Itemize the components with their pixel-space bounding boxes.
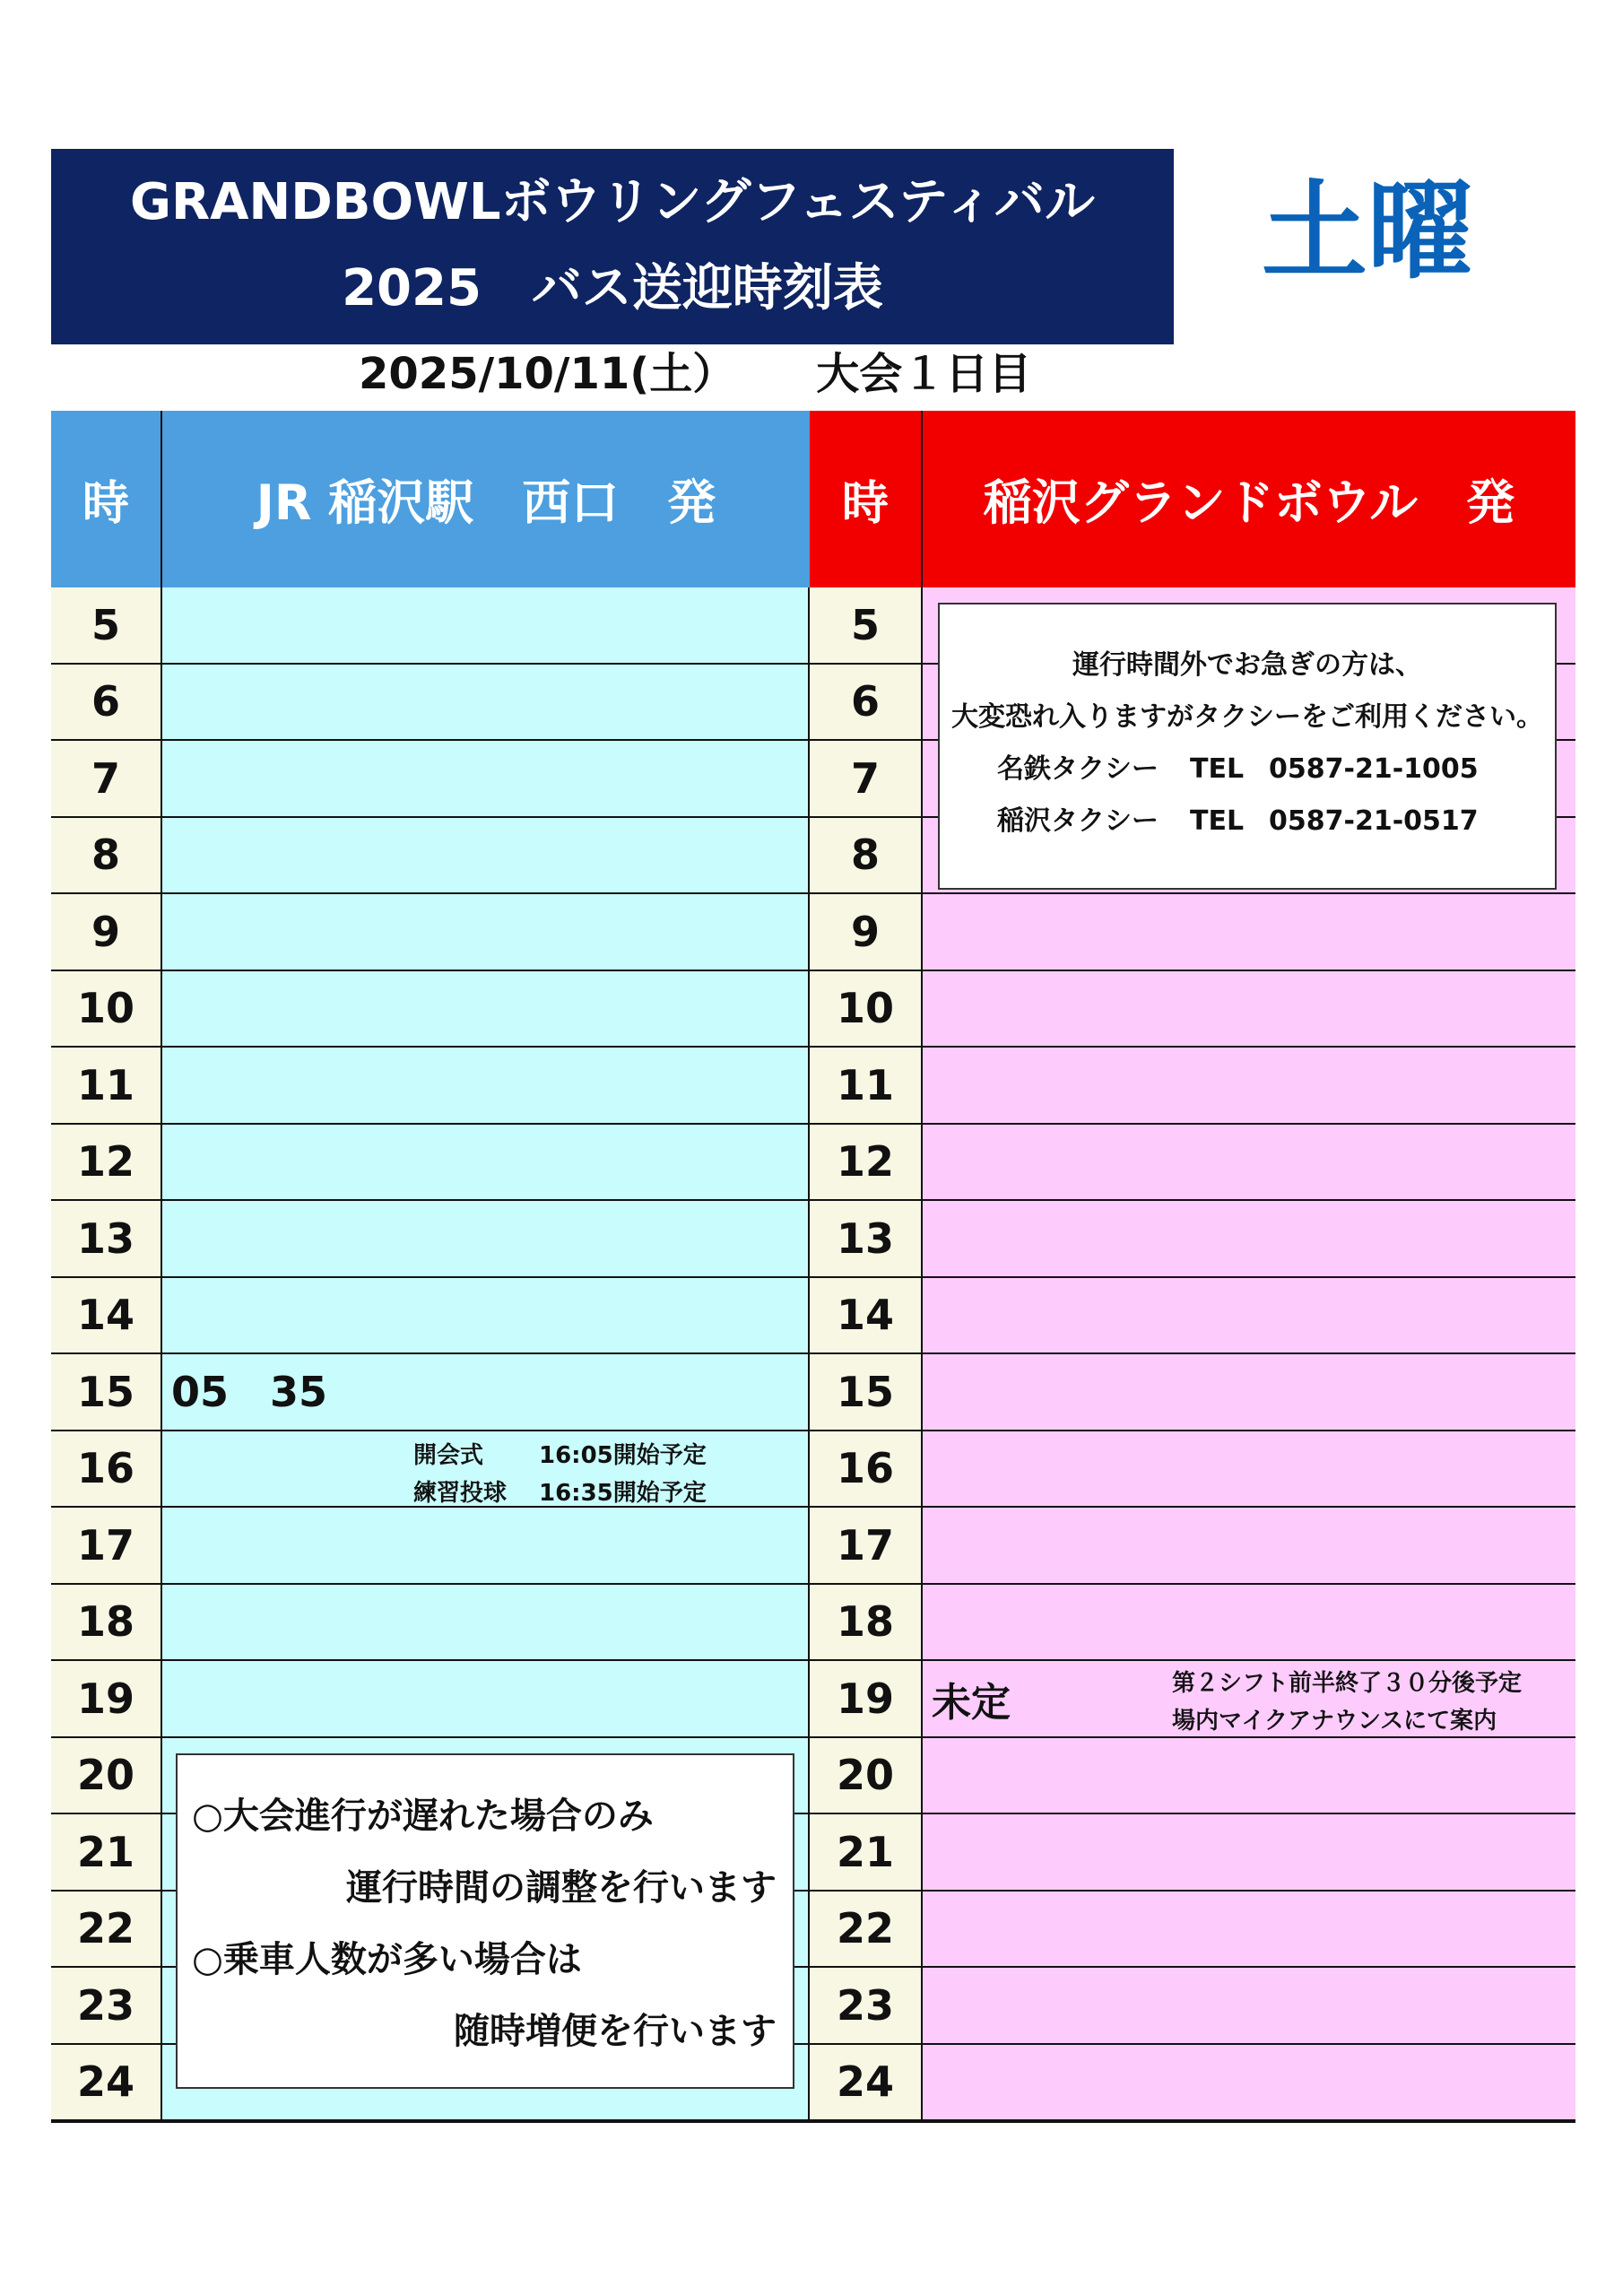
right-schedule-cell [923, 1278, 1575, 1355]
left-hour-cell: 24 [51, 2045, 162, 2122]
right-hour-cell: 19 [810, 1661, 923, 1738]
right-schedule-cell [923, 1814, 1575, 1892]
departure-times [171, 1354, 327, 1430]
right-hour-cell: 8 [810, 818, 923, 895]
right-schedule-cell [923, 1201, 1575, 1278]
left-schedule-cell [162, 818, 810, 895]
taxi-company-row [997, 798, 1479, 838]
right-schedule-cell [923, 1892, 1575, 1969]
right-hour-header: 時 [810, 411, 923, 587]
event-schedule-note [413, 1437, 707, 1512]
taxi-notice-line-2: 大変恐れ入りますがタクシーをご利用ください。 [951, 701, 1543, 733]
right-hour-cell: 20 [810, 1738, 923, 1815]
left-hour-cell: 19 [51, 1661, 162, 1738]
service-notice-line-2: 運行時間の調整を行います [346, 1867, 777, 1909]
event-name: 練習投球 [413, 1479, 508, 1507]
shift-note-line: 場内マイクアナウンスにて案内 [1172, 1708, 1497, 1735]
left-hour-cell: 8 [51, 818, 162, 895]
right-hour-cell: 9 [810, 894, 923, 971]
right-schedule-cell [923, 1508, 1575, 1585]
left-hour-header: 時 [51, 411, 162, 587]
left-hour-cell: 10 [51, 971, 162, 1048]
taxi-tel-label: TEL [1190, 753, 1245, 785]
right-hour-cell: 10 [810, 971, 923, 1048]
date-text: 2025/10/11(土） [359, 349, 736, 399]
left-hour-cell: 12 [51, 1125, 162, 1202]
service-notice-line-3: ○乗車人数が多い場合は [192, 1939, 582, 1980]
taxi-tel-number: 0587-21-1005 [1269, 753, 1479, 785]
right-schedule-cell [923, 2045, 1575, 2122]
taxi-tel-label: TEL [1190, 805, 1245, 837]
right-hour-cell: 15 [810, 1354, 923, 1431]
shift-note [1172, 1665, 1522, 1740]
right-schedule-cell [923, 1431, 1575, 1509]
left-schedule-cell [162, 971, 810, 1048]
left-hour-cell: 9 [51, 894, 162, 971]
event-time: 16:35開始予定 [539, 1479, 707, 1507]
right-hour-cell: 12 [810, 1125, 923, 1202]
right-hour-cell: 22 [810, 1892, 923, 1969]
right-hour-cell: 11 [810, 1048, 923, 1125]
left-schedule-cell [162, 1048, 810, 1125]
right-station-header: 稲沢グランドボウル 発 [923, 411, 1575, 587]
right-hour-cell: 5 [810, 587, 923, 665]
day-of-week-badge: 土曜 [1261, 170, 1473, 293]
left-hour-cell: 17 [51, 1508, 162, 1585]
service-notice-box [176, 1753, 794, 2089]
left-hour-cell: 15 [51, 1354, 162, 1431]
left-hour-cell: 22 [51, 1892, 162, 1969]
right-schedule-cell [923, 1354, 1575, 1431]
left-schedule-cell [162, 1201, 810, 1278]
right-schedule-cell [923, 1048, 1575, 1125]
right-schedule-cell [923, 1661, 1575, 1738]
event-note-row [413, 1474, 707, 1512]
left-schedule-cell [162, 894, 810, 971]
right-hour-cell: 24 [810, 2045, 923, 2122]
left-hour-cell: 18 [51, 1585, 162, 1662]
left-schedule-cell [162, 665, 810, 742]
title-banner [51, 149, 1174, 344]
left-schedule-cell [162, 1508, 810, 1585]
left-hour-cell: 21 [51, 1814, 162, 1892]
taxi-company-row [997, 746, 1479, 786]
departure-minute: 05 [171, 1367, 230, 1416]
right-schedule-cell [923, 1125, 1575, 1202]
left-station-header: JR 稲沢駅 西口 発 [162, 411, 810, 587]
left-hour-cell: 6 [51, 665, 162, 742]
taxi-tel-number: 0587-21-0517 [1269, 805, 1479, 837]
event-note-row [413, 1437, 707, 1474]
right-hour-cell: 23 [810, 1968, 923, 2045]
undecided-status: 未定 [932, 1679, 1011, 1726]
service-notice-line-4: 随時増便を行います [454, 2011, 777, 2052]
right-schedule-cell [923, 1968, 1575, 2045]
right-hour-cell: 16 [810, 1431, 923, 1509]
taxi-company-name: 稲沢タクシー [997, 805, 1159, 837]
taxi-notice-line-1: 運行時間外でお急ぎの方は、 [1072, 649, 1422, 681]
left-schedule-cell [162, 741, 810, 818]
right-hour-cell: 21 [810, 1814, 923, 1892]
left-schedule-cell [162, 1661, 810, 1738]
left-hour-cell: 13 [51, 1201, 162, 1278]
right-hour-cell: 7 [810, 741, 923, 818]
taxi-company-name: 名鉄タクシー [997, 753, 1159, 785]
event-name: 開会式 [413, 1441, 484, 1469]
left-hour-cell: 11 [51, 1048, 162, 1125]
left-schedule-cell [162, 1585, 810, 1662]
left-hour-cell: 14 [51, 1278, 162, 1355]
right-hour-cell: 18 [810, 1585, 923, 1662]
left-hour-cell: 5 [51, 587, 162, 665]
left-hour-cell: 16 [51, 1431, 162, 1509]
departure-minute: 35 [270, 1367, 328, 1416]
left-hour-cell: 20 [51, 1738, 162, 1815]
left-schedule-cell [162, 587, 810, 665]
right-hour-cell: 13 [810, 1201, 923, 1278]
left-schedule-cell [162, 1354, 810, 1431]
left-schedule-cell [162, 1431, 810, 1509]
event-time: 16:05開始予定 [539, 1441, 707, 1469]
left-hour-cell: 23 [51, 1968, 162, 2045]
right-hour-cell: 14 [810, 1278, 923, 1355]
day-label: 大会１日目 [816, 349, 1032, 399]
right-schedule-cell [923, 1585, 1575, 1662]
right-schedule-cell [923, 1738, 1575, 1815]
title-line-2: 2025 バス送迎時刻表 [342, 259, 883, 317]
right-hour-cell: 17 [810, 1508, 923, 1585]
right-hour-cell: 6 [810, 665, 923, 742]
service-notice-line-1: ○大会進行が遅れた場合のみ [192, 1796, 654, 1837]
title-line-1: GRANDBOWLボウリングフェスティバル [130, 173, 1095, 231]
shift-note-line: 第２シフト前半終了３０分後予定 [1172, 1670, 1523, 1697]
right-schedule-cell [923, 894, 1575, 971]
taxi-notice-box [938, 603, 1557, 890]
left-schedule-cell [162, 1278, 810, 1355]
right-schedule-cell [923, 971, 1575, 1048]
date-line [359, 343, 1166, 405]
left-hour-cell: 7 [51, 741, 162, 818]
left-schedule-cell [162, 1125, 810, 1202]
